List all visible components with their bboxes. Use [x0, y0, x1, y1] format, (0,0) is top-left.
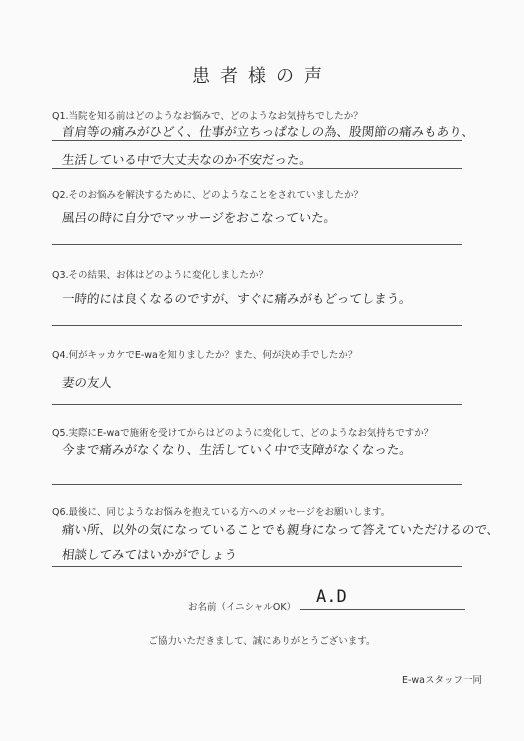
answer-rule — [52, 244, 462, 245]
question-5: Q5.実際にE-waで施術を受けてからはどのように変化して、どのようなお気持ちですか？ — [52, 428, 434, 439]
name-rule — [300, 609, 465, 610]
name-value: A.D — [316, 587, 347, 607]
answer-4-line-1: 妻の友人 — [61, 375, 113, 390]
answer-rule — [52, 140, 462, 141]
answer-rule — [52, 566, 462, 567]
answer-3-line-1: 一時的には良くなるのですが、すぐに痛みがもどってしまう。 — [61, 291, 413, 306]
name-label: お名前（イニシャルOK） — [188, 602, 297, 613]
question-6: Q6.最後に、同じようなお悩みを抱えている方へのメッセージをお願いします。 — [52, 507, 391, 518]
answer-2-line-1: 風呂の時に自分でマッサージをおこなっていた。 — [61, 210, 338, 225]
question-3: Q3.その結果、お体はどのように変化しましたか？ — [52, 270, 269, 281]
answer-1-line-1: 首肩等の痛みがひどく、仕事が立ちっぱなしの為、股関節の痛みもあり、 — [61, 124, 476, 139]
answer-6-line-1: 痛い所、以外の気になっていることでも親身になって答えていただけるので、 — [61, 522, 501, 537]
answer-rule — [52, 325, 462, 326]
page-title: 患者様の声 — [192, 66, 332, 87]
staff-signature: E-waスタッフ一同 — [401, 675, 482, 686]
answer-rule — [52, 484, 462, 485]
answer-rule — [52, 168, 462, 169]
question-4: Q4.何がキッカケでE-waを知りましたか？また、何が決め手でしたか？ — [52, 350, 358, 361]
answer-5-line-1: 今まで痛みがなくなり、生活していく中で支障がなくなった。 — [61, 442, 413, 457]
answer-1-line-2: 生活している中で大丈夫なのか不安だった。 — [61, 152, 313, 167]
question-2: Q2.そのお悩みを解決するために、どのようなことをされていましたか？ — [52, 190, 364, 201]
answer-rule — [52, 404, 462, 405]
thanks-message: ご協力いただきまして、誠にありがとうございます。 — [148, 636, 376, 647]
question-1: Q1.当院を知る前はどのようなお悩みで、どのようなお気持ちでしたか？ — [52, 111, 363, 122]
answer-6-line-2: 相談してみてはいかがでしょう — [61, 547, 238, 562]
